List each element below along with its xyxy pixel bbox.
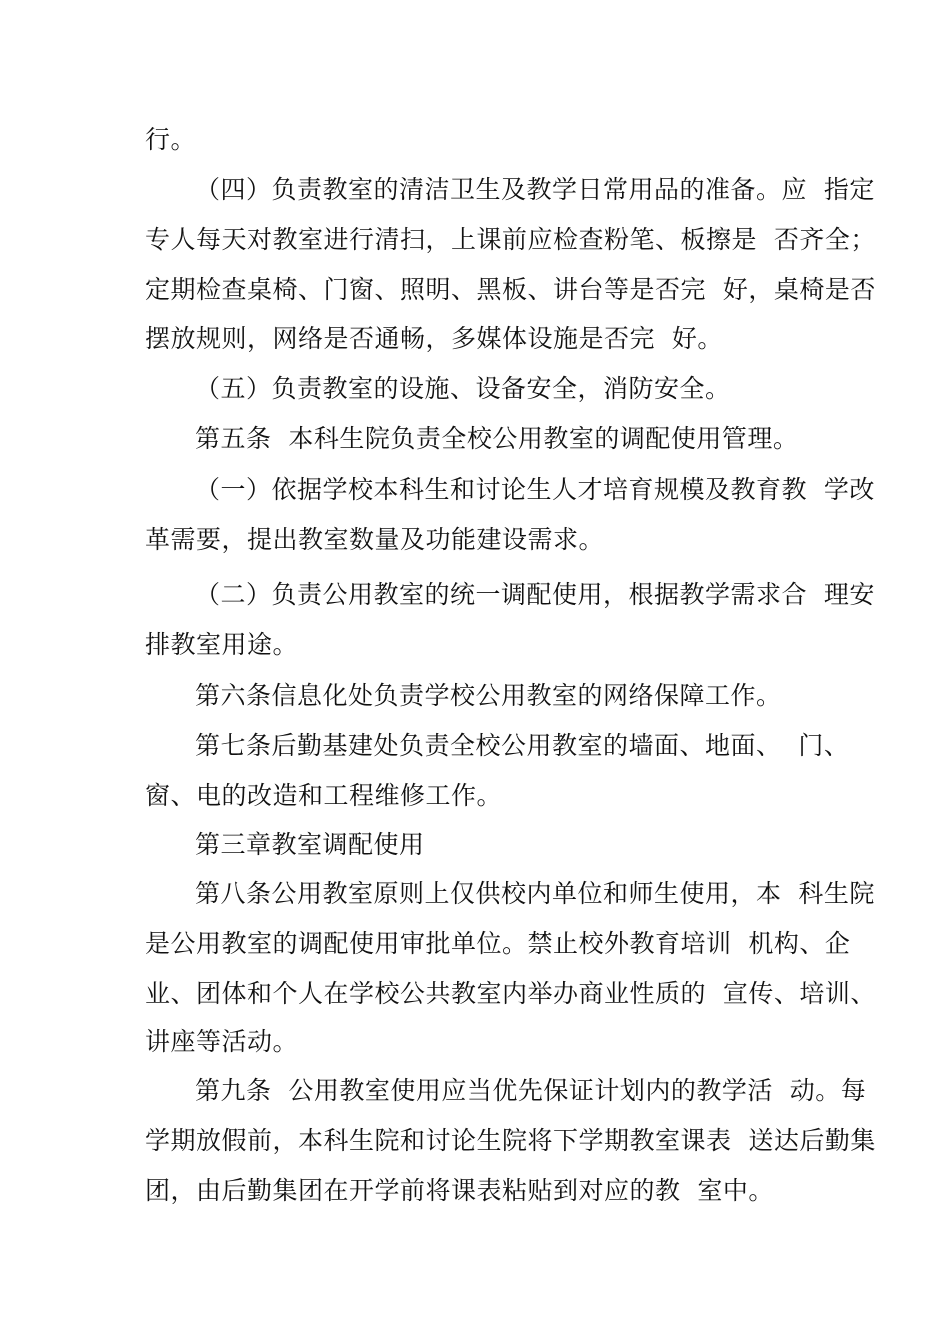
text-line: 第七条后勤基建处负责全校公用教室的墙面、地面、 门、 xyxy=(195,731,850,760)
text-line: 第九条 公用教室使用应当优先保证计划内的教学活 动。每 xyxy=(195,1076,867,1105)
text-line: 行。 xyxy=(145,125,197,154)
text-line: 摆放规则，网络是否通畅，多媒体设施是否完 好。 xyxy=(145,324,723,353)
text-line: 排教室用途。 xyxy=(145,630,299,659)
text-line: 讲座等活动。 xyxy=(145,1027,299,1056)
text-line: 窗、电的改造和工程维修工作。 xyxy=(145,781,503,810)
text-line: （五）负责教室的设施、设备安全，消防安全。 xyxy=(195,374,731,403)
text-line: 学期放假前，本科生院和讨论生院将下学期教室课表 送达后勤集 xyxy=(145,1126,876,1155)
text-line: 定期检查桌椅、门窗、照明、黑板、讲台等是否完 好，桌椅是否 xyxy=(145,275,876,304)
text-line: 专人每天对教室进行清扫，上课前应检查粉笔、板擦是 否齐全； xyxy=(145,225,876,254)
text-line: （一）依据学校本科生和讨论生人才培育规模及教育教 学改 xyxy=(195,475,875,504)
text-line: 第六条信息化处负责学校公用教室的网络保障工作。 xyxy=(195,681,782,710)
text-line: 是公用教室的调配使用审批单位。禁止校外教育培训 机构、企 xyxy=(145,929,851,958)
text-line: 团，由后勤集团在开学前将课表粘贴到对应的教 室中。 xyxy=(145,1176,774,1205)
text-line: 革需要，提出教室数量及功能建设需求。 xyxy=(145,525,605,554)
section-heading: 第三章教室调配使用 xyxy=(195,830,425,859)
text-line: 第八条公用教室原则上仅供校内单位和师生使用，本 科生院 xyxy=(195,879,875,908)
text-line: （二）负责公用教室的统一调配使用，根据教学需求合 理安 xyxy=(195,580,875,609)
text-line: 第五条 本科生院负责全校公用教室的调配使用管理。 xyxy=(195,424,799,453)
text-line: （四）负责教室的清洁卫生及教学日常用品的准备。应 指定 xyxy=(195,175,875,204)
text-line: 业、团体和个人在学校公共教室内举办商业性质的 宣传、培训、 xyxy=(145,979,876,1008)
